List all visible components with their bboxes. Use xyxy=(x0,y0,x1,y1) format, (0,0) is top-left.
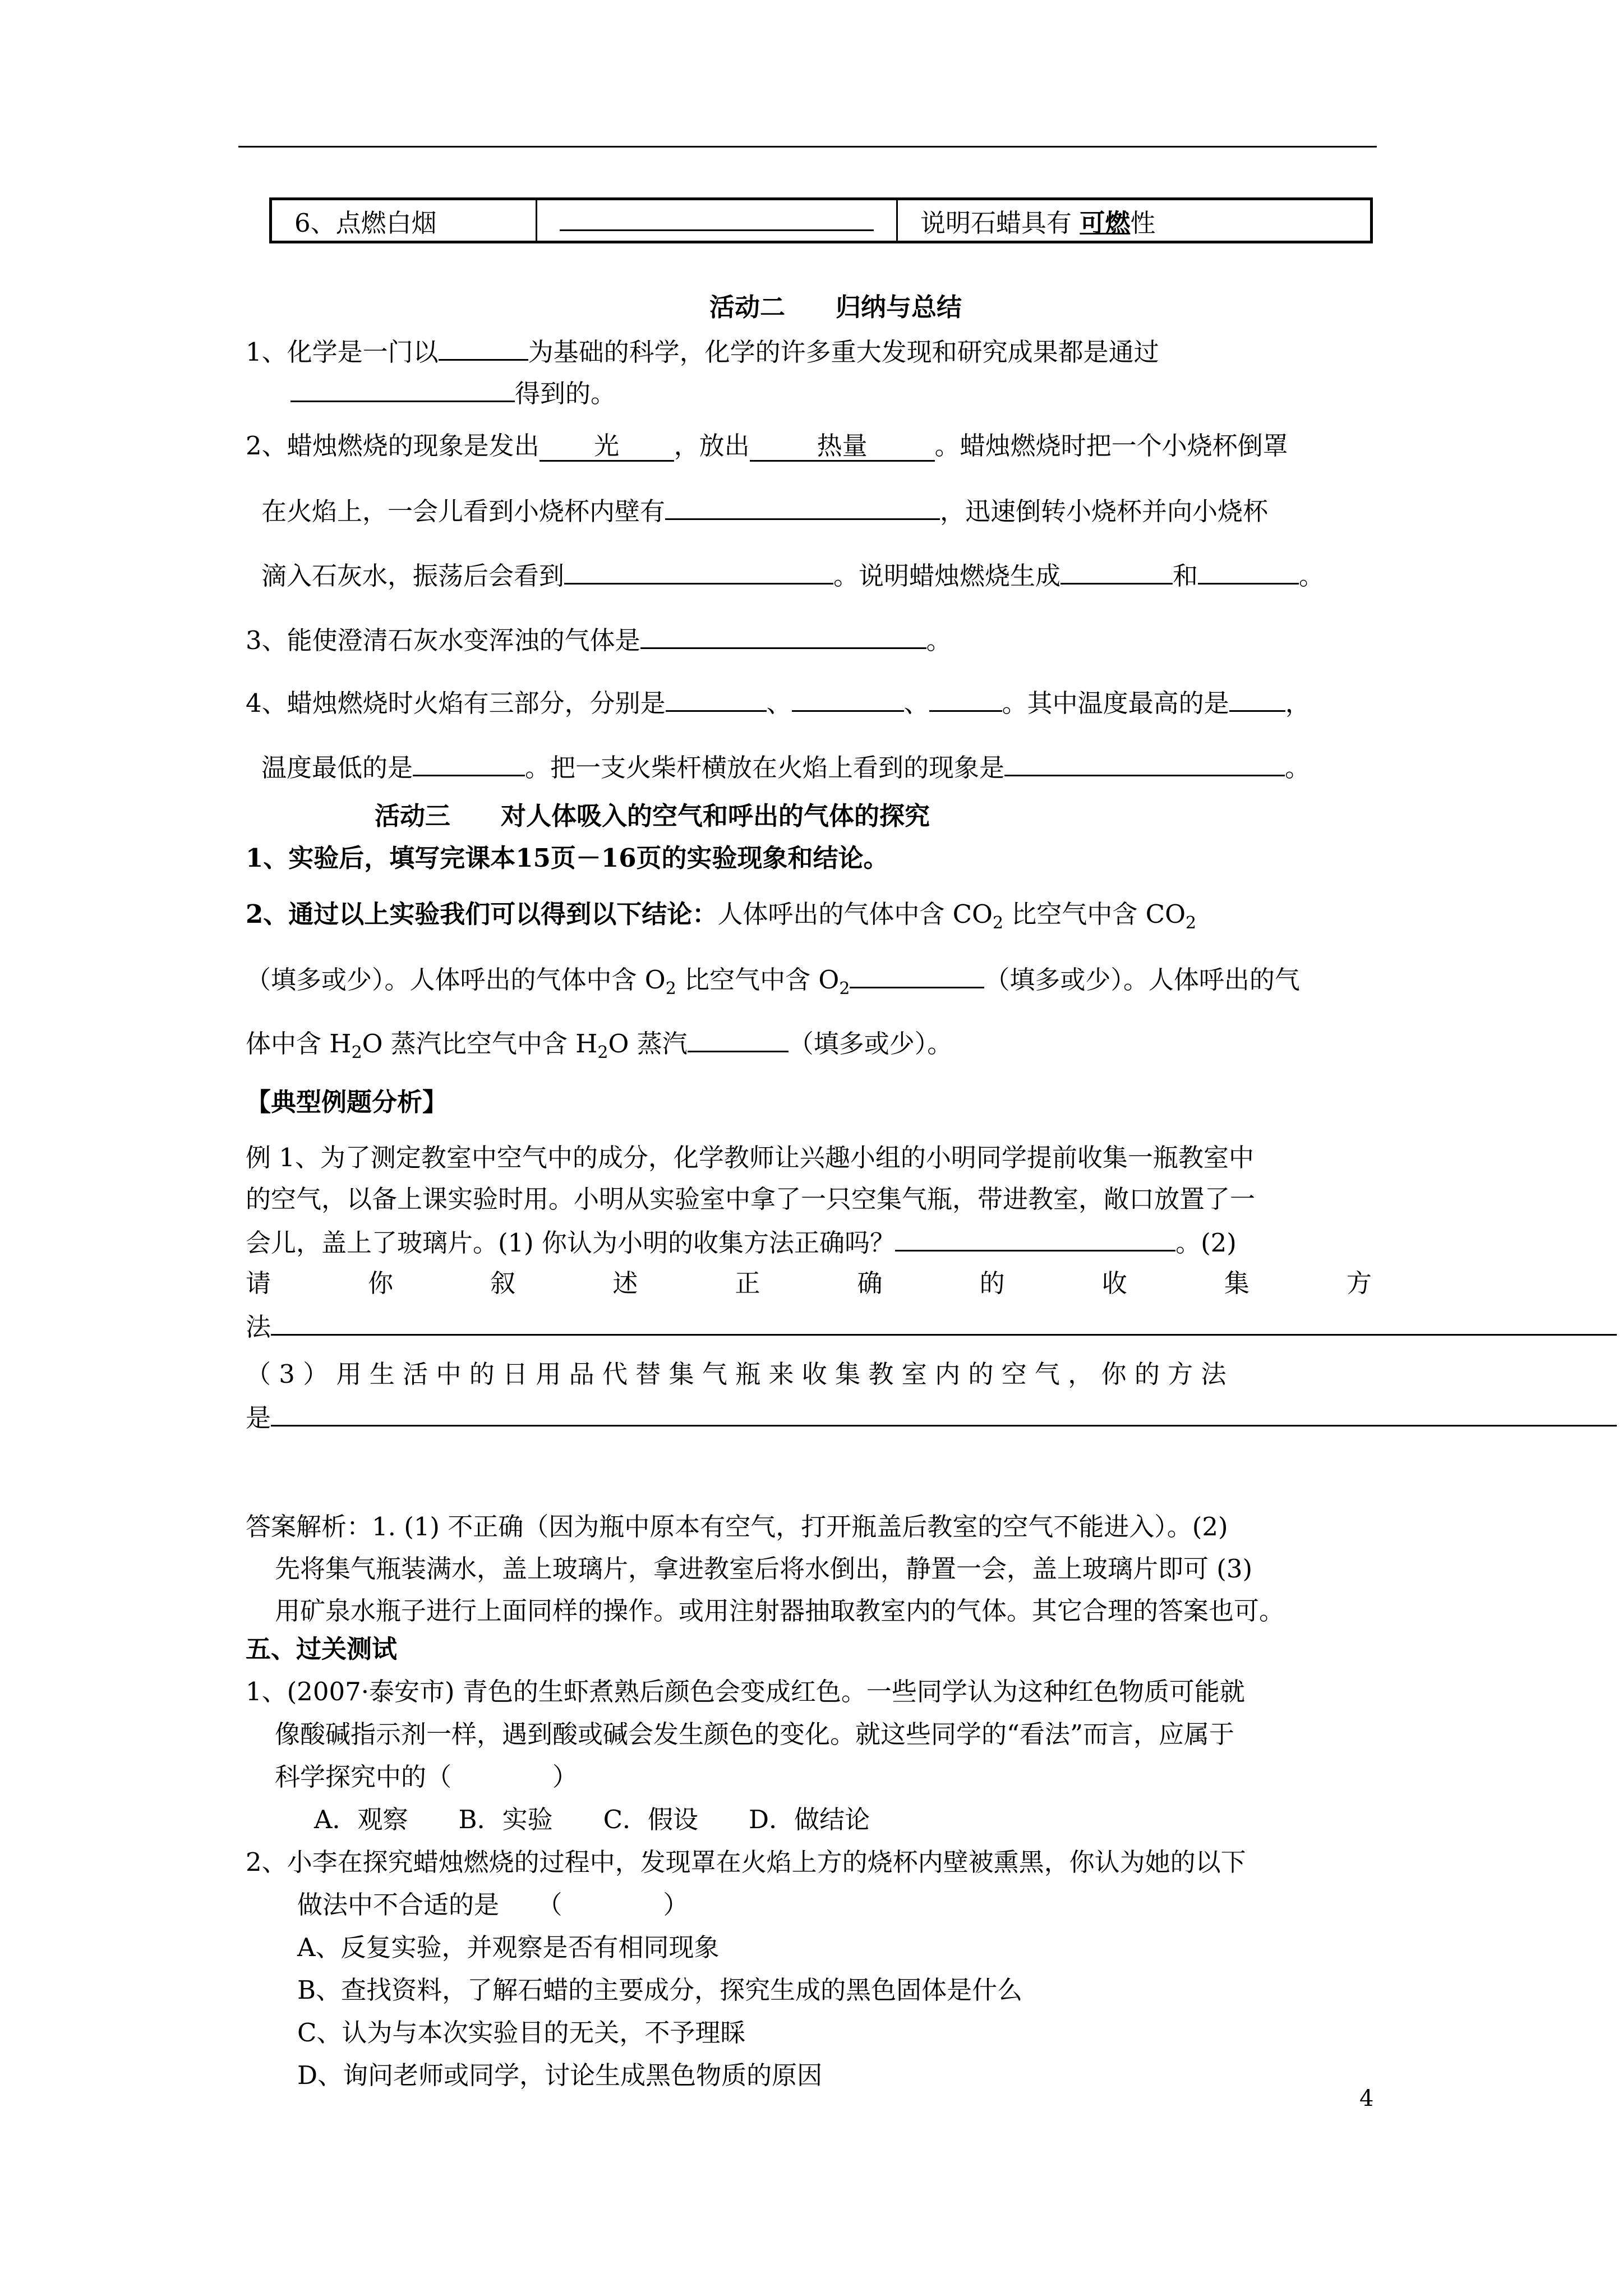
a3-q1: 1、实验后，填写完课本15页－16页的实验现象和结论。 xyxy=(246,843,889,873)
test-q2-option-a[interactable]: A、反复实验，并观察是否有相同现象 xyxy=(297,1932,720,1962)
example-line5-text: 法 xyxy=(246,1312,271,1342)
example-line4-char: 收 xyxy=(1101,1268,1127,1298)
a2-q4-blank4[interactable] xyxy=(1229,684,1285,712)
a2-q2-text-g: 。说明蜡烛燃烧生成 xyxy=(833,561,1061,591)
experiment-table-row xyxy=(269,197,1373,243)
example-line2: 的空气，以备上课实验时用。小明从实验室中拿了一只空集气瓶，带进教室，敞口放置了一 xyxy=(246,1184,1256,1214)
example-line4-char: 你 xyxy=(368,1268,394,1298)
a2-q1-blank1[interactable] xyxy=(439,333,528,361)
example-line4-char: 叙 xyxy=(490,1268,516,1298)
example-line5 xyxy=(246,1308,1617,1344)
a3-q2-text-j: （填多或少）。 xyxy=(788,1029,953,1059)
a3-q2-sub2: 2 xyxy=(1185,913,1197,933)
a2-q4-blank3[interactable] xyxy=(929,684,1002,712)
example-line4-char: 集 xyxy=(1224,1268,1249,1298)
a2-q4-line2 xyxy=(261,749,1310,785)
a2-q4-text-d: 温度最低的是 xyxy=(261,753,413,783)
a2-q3-text-b: 。 xyxy=(926,625,952,655)
a2-q1-line2 xyxy=(291,375,616,411)
a2-q3-line xyxy=(246,622,952,657)
a2-q1-line1 xyxy=(246,333,1159,369)
a2-q3-blank[interactable] xyxy=(640,622,926,649)
a2-q2-text-b: ，放出 xyxy=(674,431,750,461)
a3-q2-text-h: O 蒸汽比空气中含 H xyxy=(362,1029,598,1059)
example-line6: （ 3 ） 用 生 活 中 的 日 用 品 代 替 集 气 瓶 来 收 集 教 室 内 的 空 气 ， 你 的 方 法 xyxy=(246,1359,1227,1389)
a3-q2-blank1[interactable] xyxy=(850,961,984,988)
a3-q2-sub3: 2 xyxy=(665,979,676,999)
test-q2-option-c[interactable]: C、认为与本次实验目的无关，不予理睬 xyxy=(297,2018,746,2047)
a2-q2-line1 xyxy=(246,429,1288,463)
blank-line[interactable] xyxy=(560,204,874,231)
test-q2-line2: 做法中不合适的是 （ ） xyxy=(297,1890,689,1920)
example-line4-char: 述 xyxy=(612,1268,638,1298)
a3-q2-text-i: O 蒸汽 xyxy=(608,1029,688,1059)
a2-q2-text-d: 在火焰上，一会儿看到小烧杯内壁有 xyxy=(261,496,666,526)
test-q1-line3: 科学探究中的（ ） xyxy=(275,1762,578,1792)
a2-q4-text-a: 4、蜡烛燃烧时火焰有三部分，分别是 xyxy=(246,688,666,718)
test-heading: 五、过关测试 xyxy=(246,1634,398,1664)
a2-q2-blank3[interactable] xyxy=(1061,557,1173,585)
example-line1: 例 1、为了测定教室中空气中的成分，化学教师让兴趣小组的小明同学提前收集一瓶教室中 xyxy=(246,1143,1254,1172)
a3-q2-text-b: 人体呼出的气体中含 CO xyxy=(717,899,993,929)
a2-q2-blank1[interactable] xyxy=(665,493,940,520)
a2-q2-fill-light[interactable]: 光 xyxy=(540,432,674,462)
a2-q4-text-b: 。其中温度最高的是 xyxy=(1002,688,1229,718)
example-blank2[interactable] xyxy=(271,1308,1617,1336)
a3-q2-text-f: （填多或少）。人体呼出的气 xyxy=(984,965,1300,995)
a3-q2-sub6: 2 xyxy=(597,1043,608,1062)
page-number: 4 xyxy=(1359,2086,1374,2111)
a2-q2-blank4[interactable] xyxy=(1198,557,1299,585)
example-line3-text-a: 会儿，盖上了玻璃片。(1) 你认为小明的收集方法正确吗？ xyxy=(246,1228,896,1258)
a2-q4-sep2: 、 xyxy=(903,688,929,718)
a2-q3-text-a: 3、能使澄清石灰水变浑浊的气体是 xyxy=(246,625,640,655)
a2-q1-text-b: 为基础的科学，化学的许多重大发现和研究成果都是通过 xyxy=(528,337,1159,367)
example-line4 xyxy=(246,1267,1372,1300)
example-line4-char: 的 xyxy=(979,1268,1005,1298)
a2-q1-text-c: 得到的。 xyxy=(515,379,616,408)
a3-q2-sub1: 2 xyxy=(992,913,1004,933)
example-heading: 【典型例题分析】 xyxy=(246,1087,448,1117)
a2-q4-text-f: 。 xyxy=(1285,753,1311,783)
a3-q2-sub5: 2 xyxy=(351,1043,362,1062)
a2-q2-text-e: ，迅速倒转小烧杯并向小烧杯 xyxy=(940,496,1269,526)
a3-q2-text-a: 2、通过以上实验我们可以得到以下结论： xyxy=(246,899,718,929)
a2-q4-text-e: 。把一支火柴杆横放在火焰上看到的现象是 xyxy=(525,753,1005,783)
a2-q2-text-h: 和 xyxy=(1173,561,1198,591)
a3-q2-line3 xyxy=(246,1025,952,1070)
header-rule xyxy=(238,146,1377,148)
a3-q2-text-d: （填多或少）。人体呼出的气体中含 O xyxy=(246,965,666,995)
a2-q4-sep1: 、 xyxy=(766,688,792,718)
test-q1-line2: 像酸碱指示剂一样，遇到酸或碱会发生颜色的变化。就这些同学的“看法”而言，应属于 xyxy=(275,1719,1235,1749)
a2-q2-line2 xyxy=(261,493,1268,528)
a2-q4-blank5[interactable] xyxy=(413,749,525,776)
a3-q2-sub4: 2 xyxy=(839,979,850,999)
table-cell-blank xyxy=(537,199,897,242)
answer-line1: 答案解析：1. (1) 不正确（因为瓶中原本有空气，打开瓶盖后教室的空气不能进入）。(2) xyxy=(246,1512,1228,1542)
example-blank3[interactable] xyxy=(271,1399,1617,1427)
a2-q4-blank2[interactable] xyxy=(792,684,904,712)
test-q2-option-d[interactable]: D、询问老师或同学，讨论生成黑色物质的原因 xyxy=(297,2060,823,2090)
example-line4-char: 请 xyxy=(246,1268,271,1298)
a2-q1-blank2[interactable] xyxy=(291,375,515,402)
a3-q2-line2 xyxy=(246,961,1300,1006)
a3-q2-text-e: 比空气中含 O xyxy=(676,965,840,995)
a2-q4-blank6[interactable] xyxy=(1004,749,1285,776)
answer-line2: 先将集气瓶装满水，盖上玻璃片，拿进教室后将水倒出，静置一会，盖上玻璃片即可 (3) xyxy=(275,1554,1253,1584)
activity2-title: 活动二 归纳与总结 xyxy=(709,292,962,322)
a3-q2-blank2[interactable] xyxy=(688,1025,789,1052)
example-line7 xyxy=(246,1399,1617,1435)
conclusion-prefix: 说明石蜡具有 xyxy=(920,208,1080,238)
a2-q2-line3 xyxy=(261,557,1324,593)
example-line4-char: 正 xyxy=(735,1268,760,1298)
example-line4-char: 方 xyxy=(1346,1268,1372,1298)
a2-q2-fill-heat[interactable]: 热量 xyxy=(750,432,935,462)
a2-q1-text-a: 1、化学是一门以 xyxy=(246,337,439,367)
a2-q2-text-a: 2、蜡烛燃烧的现象是发出 xyxy=(246,431,540,461)
example-line3 xyxy=(246,1224,1237,1260)
test-q2-option-b[interactable]: B、查找资料，了解石蜡的主要成分，探究生成的黑色固体是什么 xyxy=(297,1975,1023,2005)
a2-q2-text-f: 滴入石灰水，振荡后会看到 xyxy=(261,561,565,591)
answer-line3: 用矿泉水瓶子进行上面同样的操作。或用注射器抽取教室内的气体。其它合理的答案也可。 xyxy=(275,1596,1285,1626)
table-cell-step: 6、点燃白烟 xyxy=(271,199,537,242)
example-line3-text-b: 。(2) xyxy=(1175,1228,1237,1258)
a2-q4-blank1[interactable] xyxy=(666,684,767,712)
a2-q4-line1 xyxy=(246,684,1311,720)
table-cell-conclusion xyxy=(897,199,1372,242)
test-q1-options[interactable]: A．观察 B．实验 C．假设 D．做结论 xyxy=(314,1805,870,1834)
a2-q2-blank2[interactable] xyxy=(564,557,833,585)
a2-q2-text-i: 。 xyxy=(1299,561,1325,591)
test-q2-line1: 2、小李在探究蜡烛燃烧的过程中，发现罩在火焰上方的烧杯内壁被熏黑，你认为她的以下 xyxy=(246,1847,1246,1877)
example-line4-char: 确 xyxy=(857,1268,883,1298)
example-line7-text: 是 xyxy=(246,1403,271,1433)
a2-q4-text-c: ， xyxy=(1285,688,1311,718)
a3-q2-text-c: 比空气中含 CO xyxy=(1003,899,1186,929)
conclusion-suffix: 性 xyxy=(1130,208,1156,238)
a3-q2-line1 xyxy=(246,898,1196,940)
a2-q2-text-c: 。蜡烛燃烧时把一个小烧杯倒罩 xyxy=(934,431,1288,461)
test-q1-line1: 1、(2007·泰安市) 青色的生虾煮熟后颜色会变成红色。一些同学认为这种红色物质可能就 xyxy=(246,1677,1245,1706)
activity3-title: 活动三 对人体吸入的空气和呼出的气体的探究 xyxy=(375,801,930,831)
conclusion-answer: 可燃 xyxy=(1080,208,1131,238)
example-blank1[interactable] xyxy=(895,1224,1175,1251)
a3-q2-text-g: 体中含 H xyxy=(246,1029,352,1059)
